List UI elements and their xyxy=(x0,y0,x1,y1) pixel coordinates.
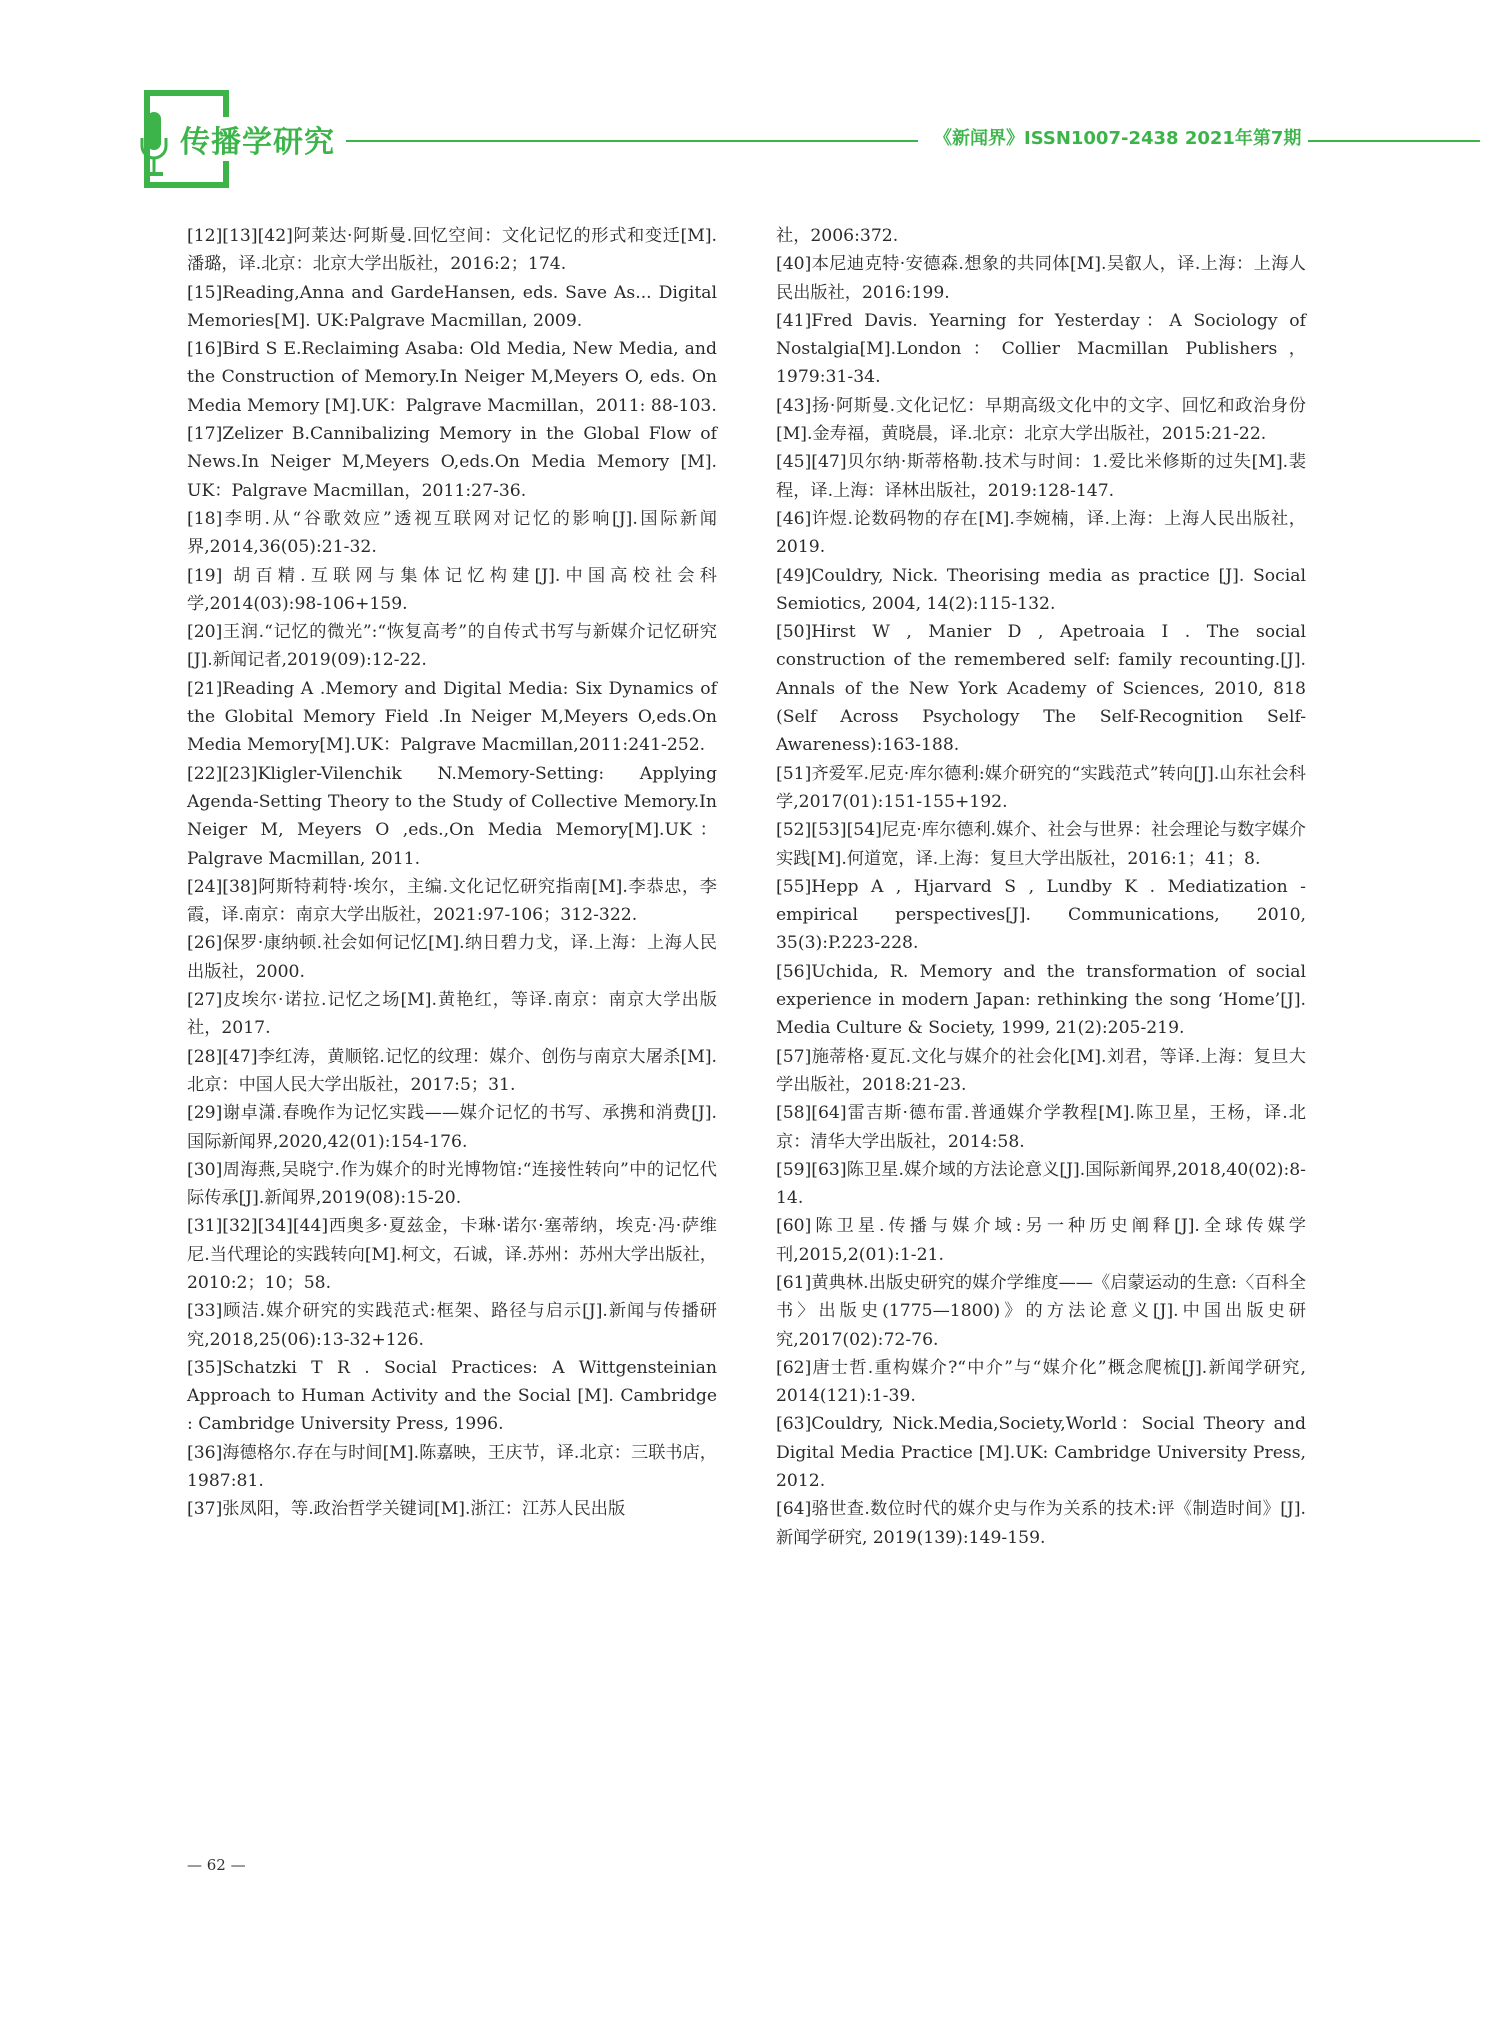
references-left-column xyxy=(187,222,717,1524)
reference-item: [61]黄典林.出版史研究的媒介学维度——《启蒙运动的生意:〈百科全书〉出版史(1775—1800)》的方法论意义[J].中国出版史研究,2017(02):72-76. xyxy=(776,1272,1306,1350)
reference-item: [40]本尼迪克特·安德森.想象的共同体[M].吴叡人，译.上海：上海人民出版社，2016:199. xyxy=(776,254,1306,303)
header-rule-left xyxy=(346,140,918,142)
reference-item: 社，2006:372. xyxy=(776,226,899,246)
reference-item: [51]齐爱军.尼克·库尔德利:媒介研究的“实践范式”转向[J].山东社会科学,2017(01):151-155+192. xyxy=(776,763,1306,812)
reference-item: [29]谢卓潇.春晚作为记忆实践——媒介记忆的书写、承携和消费[J].国际新闻界,2020,42(01):154-176. xyxy=(187,1103,717,1152)
reference-item: [24][38]阿斯特莉特·埃尔，主编.文化记忆研究指南[M].李恭忠，李霞，译.南京：南京大学出版社，2021:97-106；312-322. xyxy=(187,876,717,926)
reference-item: [16]Bird S E.Reclaiming Asaba: Old Media, New Media, and the Construction of Memory.In Neiger M,Meyers O, eds. On Media Memory [M].UK：Palgrave Macmillan，2011: 88-103. xyxy=(187,339,717,416)
reference-item: [57]施蒂格·夏瓦.文化与媒介的社会化[M].刘君，等译.上海：复旦大学出版社，2018:21-23. xyxy=(776,1046,1306,1095)
reference-item: [33]顾洁.媒介研究的实践范式:框架、路径与启示[J].新闻与传播研究,2018,25(06):13-32+126. xyxy=(187,1301,717,1350)
reference-item: [12][13][42]阿莱达·阿斯曼.回忆空间：文化记忆的形式和变迁[M].潘璐，译.北京：北京大学出版社，2016:2；174. xyxy=(187,226,717,275)
journal-issue-info: 《新闻界》ISSN1007-2438 2021年第7期 xyxy=(934,128,1302,149)
page-number: — 62 — xyxy=(187,1856,246,1874)
microphone-icon xyxy=(140,112,168,182)
reference-item: [60]陈卫星.传播与媒介域:另一种历史阐释[J].全球传媒学刊,2015,2(01):1-21. xyxy=(776,1216,1306,1265)
reference-item: [35]Schatzki T R . Social Practices: A Wittgensteinian Approach to Human Activity and the Social [M]. Cambridge : Cambridge University Press, 1996. xyxy=(187,1357,717,1435)
reference-item: [52][53][54]尼克·库尔德利.媒介、社会与世界：社会理论与数字媒介实践[M].何道宽，译.上海：复旦大学出版社，2016:1；41；8. xyxy=(776,820,1306,869)
reference-item: [22][23]Kligler-Vilenchik N.Memory-Setting: Applying Agenda-Setting Theory to the Study of Collective Memory.In Neiger M, Meyers O ,eds.,On Media Memory[M].UK：Palgrave Macmillan, 2011. xyxy=(187,763,717,869)
reference-item: [50]Hirst W , Manier D , Apetroaia I . The social construction of the remembered self: family recounting.[J]. Annals of the New York Academy of Sciences, 2010, 818 (Self Across Psychology The Self-Recognition Self-Awareness):163-188. xyxy=(776,622,1306,756)
reference-item: [55]Hepp A , Hjarvard S , Lundby K . Mediatization - empirical perspectives[J]. Communications, 2010, 35(3):P.223-228. xyxy=(776,876,1306,954)
reference-item: [21]Reading A .Memory and Digital Media: Six Dynamics of the Globital Memory Field .In Neiger M,Meyers O,eds.On Media Memory[M].UK：Palgrave Macmillan,2011:241-252. xyxy=(187,678,717,756)
reference-item: [43]扬·阿斯曼.文化记忆：早期高级文化中的文字、回忆和政治身份[M].金寿福，黄晓晨，译.北京：北京大学出版社，2015:21-22. xyxy=(776,395,1306,445)
reference-item: [58][64]雷吉斯·德布雷.普通媒介学教程[M].陈卫星，王杨，译.北京：清华大学出版社，2014:58. xyxy=(776,1103,1306,1152)
reference-item: [26]保罗·康纳顿.社会如何记忆[M].纳日碧力戈，译.上海：上海人民出版社，2000. xyxy=(187,933,717,982)
reference-item: [36]海德格尔.存在与时间[M].陈嘉映，王庆节，译.北京：三联书店，1987:81. xyxy=(187,1442,717,1492)
reference-item: [20]王润.“记忆的微光”:“恢复高考”的自传式书写与新媒介记忆研究[J].新闻记者,2019(09):12-22. xyxy=(187,622,717,671)
reference-item: [46]许煜.论数码物的存在[M].李婉楠，译.上海：上海人民出版社，2019. xyxy=(776,508,1306,558)
reference-item: [63]Couldry, Nick.Media,Society,World：Social Theory and Digital Media Practice [M].UK: Cambridge University Press, 2012. xyxy=(776,1414,1306,1492)
reference-item: [37]张凤阳，等.政治哲学关键词[M].浙江：江苏人民出版 xyxy=(187,1499,626,1520)
references-right-column xyxy=(776,222,1306,1552)
reference-item: [18]李明.从“谷歌效应”透视互联网对记忆的影响[J].国际新闻界,2014,36(05):21-32. xyxy=(187,508,717,558)
section-title: 传播学研究 xyxy=(180,117,339,161)
reference-item: [30]周海燕,吴晓宁.作为媒介的时光博物馆:“连接性转向”中的记忆代际传承[J].新闻界,2019(08):15-20. xyxy=(187,1159,717,1209)
reference-item: [15]Reading,Anna and GardeHansen, eds. Save As... Digital Memories[M]. UK:Palgrave Macmillan, 2009. xyxy=(187,282,717,331)
reference-item: [19] 胡百精.互联网与集体记忆构建[J].中国高校社会科学,2014(03):98-106+159. xyxy=(187,565,717,614)
reference-item: [17]Zelizer B.Cannibalizing Memory in the Global Flow of News.In Neiger M,Meyers O,eds.On Media Memory [M]. UK：Palgrave Macmillan，2011:27-36. xyxy=(187,424,717,501)
reference-item: [28][47]李红涛，黄顺铭.记忆的纹理：媒介、创伤与南京大屠杀[M].北京：中国人民大学出版社，2017:5；31. xyxy=(187,1046,717,1095)
reference-item: [49]Couldry, Nick. Theorising media as practice [J]. Social Semiotics, 2004, 14(2):115-132. xyxy=(776,565,1306,614)
reference-item: [31][32][34][44]西奥多·夏兹金，卡琳·诺尔·塞蒂纳，埃克·冯·萨维尼.当代理论的实践转向[M].柯文，石诚，译.苏州：苏州大学出版社，2010:2；10；58. xyxy=(187,1216,717,1293)
header-rule-right xyxy=(1308,140,1480,142)
reference-item: [27]皮埃尔·诺拉.记忆之场[M].黄艳红，等译.南京：南京大学出版社，2017. xyxy=(187,990,717,1039)
reference-item: [56]Uchida, R. Memory and the transformation of social experience in modern Japan: rethinking the song ‘Home’[J]. Media Culture & Society, 1999, 21(2):205-219. xyxy=(776,961,1306,1039)
reference-item: [62]唐士哲.重构媒介?“中介”与“媒介化”概念爬梳[J].新闻学研究, 2014(121):1-39. xyxy=(776,1357,1306,1407)
reference-item: [41]Fred Davis. Yearning for Yesterday：A Sociology of Nostalgia[M].London：Collier Macmillan Publishers，1979:31-34. xyxy=(776,310,1306,388)
reference-item: [59][63]陈卫星.媒介域的方法论意义[J].国际新闻界,2018,40(02):8-14. xyxy=(776,1159,1306,1209)
reference-item: [64]骆世查.数位时代的媒介史与作为关系的技术:评《制造时间》[J]. 新闻学研究, 2019(139):149-159. xyxy=(776,1499,1306,1548)
reference-item: [45][47]贝尔纳·斯蒂格勒.技术与时间：1.爱比米修斯的过失[M].裴程，译.上海：译林出版社，2019:128-147. xyxy=(776,452,1306,501)
